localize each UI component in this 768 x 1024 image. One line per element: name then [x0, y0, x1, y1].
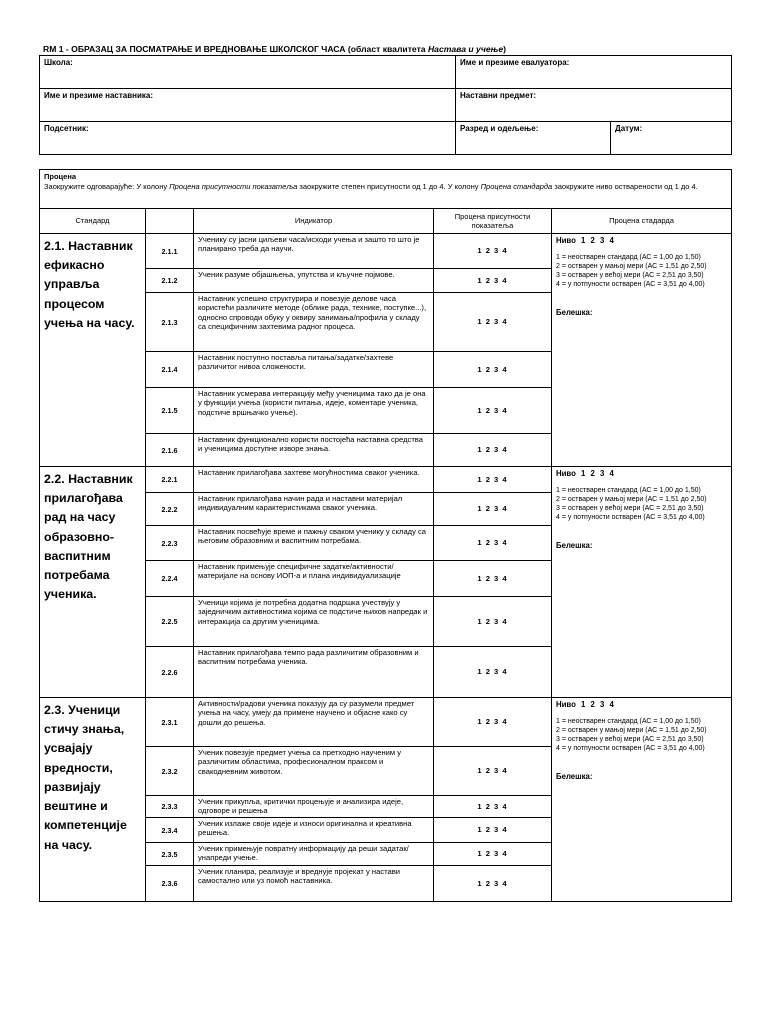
presence-scale[interactable]: 1 2 3 4 [434, 493, 552, 526]
standard-grade[interactable] [552, 698, 732, 902]
presence-scale[interactable]: 1 2 3 4 [434, 698, 552, 747]
title-area-italic: Настава и учење [427, 44, 504, 54]
instructions [40, 170, 732, 209]
header-table [39, 55, 732, 155]
indicator-text: Ученици којима је потребна додатна подршка учествују у заједничким активностима којима се подстиче њихов напредак и интеракција са другим ученицима. [194, 597, 434, 647]
presence-scale[interactable]: 1 2 3 4 [434, 234, 552, 269]
date-label: Датум: [615, 124, 643, 133]
grade-level-legend: 3 = остварен у већој мери (АС = 2,51 до 3,50) [556, 735, 704, 743]
note-label: Белешка: [556, 771, 593, 781]
standard-title: 2.2. Наставник прилагођава рад на часу образовно-васпитним потребама ученика. [40, 467, 146, 698]
presence-scale[interactable]: 1 2 3 4 [434, 747, 552, 796]
teacher-label: Име и презиме наставника: [44, 91, 154, 100]
grade-class-label: Разред и одељење: [460, 124, 539, 133]
presence-scale[interactable]: 1 2 3 4 [434, 647, 552, 698]
date-field[interactable] [611, 122, 732, 155]
indicator-code: 2.1.2 [146, 269, 194, 293]
indicator-code: 2.1.5 [146, 388, 194, 434]
presence-scale[interactable]: 1 2 3 4 [434, 269, 552, 293]
presence-scale[interactable]: 1 2 3 4 [434, 293, 552, 352]
reminder-field[interactable] [40, 122, 456, 155]
indicator-code: 2.1.3 [146, 293, 194, 352]
indicator-text: Наставник успешно структурира и повезује делове часа користећи различите методе (облике рада, технике, поступке...), односно спроводи обуку у оквиру занимања/профила у складу са специфичним захтевима радног процеса. [194, 293, 434, 352]
indicator-text: Наставник поступно поставља питања/задатке/захтеве различитог нивоа сложености. [194, 352, 434, 388]
instructions-italic: Процена присутности показатеља [169, 182, 298, 192]
col-header-indicator: Индикатор [194, 209, 434, 234]
grade-level-legend: 1 = неостварен стандард (АС = 1,00 до 1,50) [556, 253, 701, 261]
table-row [40, 234, 732, 269]
indicator-text: Ученику су јасни циљеви часа/исходи учења и зашто то што је планирано треба да научи. [194, 234, 434, 269]
note-label: Белешка: [556, 307, 593, 317]
presence-scale[interactable]: 1 2 3 4 [434, 843, 552, 866]
grade-level-legend: 4 = у потпуности остварен (АС = 3,51 до 4,00) [556, 744, 705, 752]
school-field[interactable] [40, 56, 456, 89]
subject-label: Наставни предмет: [460, 91, 537, 100]
presence-scale[interactable]: 1 2 3 4 [434, 818, 552, 843]
instructions-italic: Процена стандарда [480, 182, 553, 192]
instructions-text: заокружите степен присутности од 1 до 4. У колону [297, 182, 481, 192]
grade-class-field[interactable] [456, 122, 611, 155]
indicator-text: Активности/радови ученика показују да су разумели предмет учења на часу, умеју да примене научено и објасне како су дошли до решења. [194, 698, 434, 747]
indicator-code: 2.2.1 [146, 467, 194, 493]
indicator-code: 2.3.5 [146, 843, 194, 866]
col-header-code [146, 209, 194, 234]
page-title [43, 44, 506, 54]
presence-scale[interactable]: 1 2 3 4 [434, 434, 552, 467]
grade-level-legend: 2 = остварен у мањој мери (АС = 1,51 до 2,50) [556, 726, 707, 734]
indicator-code: 2.3.4 [146, 818, 194, 843]
grade-level-legend: 4 = у потпуности остварен (АС = 3,51 до 4,00) [556, 280, 705, 288]
indicator-code: 2.2.2 [146, 493, 194, 526]
instructions-text: Заокружите одговарајуће: У колону [44, 182, 170, 192]
indicator-code: 2.2.6 [146, 647, 194, 698]
standard-grade[interactable] [552, 467, 732, 698]
title-text: RM 1 - ОБРАЗАЦ ЗА ПОСМАТРАЊЕ И ВРЕДНОВАЊЕ ШКОЛСКОГ ЧАСА (област квалитета [43, 44, 428, 54]
grade-level-legend: 1 = неостварен стандард (АС = 1,00 до 1,50) [556, 486, 701, 494]
indicator-code: 2.1.4 [146, 352, 194, 388]
indicator-text: Наставник прилагођава начин рада и наставни материјал индивидуалним карактеристикама сваког ученика. [194, 493, 434, 526]
indicator-text: Ученик прикупља, критички процењује и анализира идеје, одговоре и решења [194, 796, 434, 818]
grade-level-legend: 1 = неостварен стандард (АС = 1,00 до 1,50) [556, 717, 701, 725]
indicator-text: Наставник прилагођава темпо рада различитим образовним и васпитним потребама ученика. [194, 647, 434, 698]
indicator-code: 2.2.3 [146, 526, 194, 561]
indicator-code: 2.2.4 [146, 561, 194, 597]
grade-level-legend: 3 = остварен у већој мери (АС = 2,51 до 3,50) [556, 504, 704, 512]
indicator-text: Ученик планира, реализује и вреднује пројекат у настави самостално или уз помоћ наставника. [194, 866, 434, 902]
evaluator-field[interactable] [456, 56, 732, 89]
presence-scale[interactable]: 1 2 3 4 [434, 561, 552, 597]
table-row [40, 698, 732, 747]
presence-scale[interactable]: 1 2 3 4 [434, 467, 552, 493]
standard-title: 2.3. Ученици стичу знања, усвајају вредности, развијају вештине и компетенције на часу. [40, 698, 146, 902]
indicator-code: 2.1.6 [146, 434, 194, 467]
note-label: Белешка: [556, 540, 593, 550]
presence-scale[interactable]: 1 2 3 4 [434, 796, 552, 818]
grade-level-legend: 2 = остварен у мањој мери (АС = 1,51 до 2,50) [556, 262, 707, 270]
indicator-text: Наставник усмерава интеракцију међу ученицима тако да је она у функцији учења (користи питања, идеје, коментаре ученика, подстиче вршњачко учење). [194, 388, 434, 434]
evaluator-label: Име и презиме евалуатора: [460, 58, 570, 67]
teacher-field[interactable] [40, 89, 456, 122]
presence-scale[interactable]: 1 2 3 4 [434, 597, 552, 647]
table-row [40, 467, 732, 493]
reminder-label: Подсетник: [44, 124, 89, 133]
indicator-text: Наставник функционално користи постојећа наставна средства и ученицима доступне изворе знања. [194, 434, 434, 467]
indicator-code: 2.1.1 [146, 234, 194, 269]
grade-level-legend: 4 = у потпуности остварен (АС = 3,51 до 4,00) [556, 513, 705, 521]
instructions-title: Процена [44, 172, 77, 181]
assessment-rows [40, 234, 732, 902]
grade-level-scale[interactable]: Ниво 1 2 3 4 [556, 236, 614, 245]
presence-scale[interactable]: 1 2 3 4 [434, 388, 552, 434]
indicator-text: Наставник примењује специфичне задатке/активности/материјале на основу ИОП-а и плана индивидуализације [194, 561, 434, 597]
instructions-text: заокружите ниво остварености од 1 до 4. [552, 182, 698, 192]
indicator-text: Ученик разуме објашњења, упутства и кључне појмове. [194, 269, 434, 293]
indicator-text: Ученик повезује предмет учења са претходно наученим у различитим областима, професионалном праксом и свакодневним животом. [194, 747, 434, 796]
title-suffix: ) [503, 44, 507, 54]
grade-level-scale[interactable]: Ниво 1 2 3 4 [556, 700, 614, 709]
grade-level-legend: 3 = остварен у већој мери (АС = 2,51 до 3,50) [556, 271, 704, 279]
indicator-text: Наставник посвећује време и пажњу сваком ученику у складу са његовим образовним и васпитним потребама. [194, 526, 434, 561]
indicator-text: Ученик примењује повратну информацију да реши задатак/унапреди учење. [194, 843, 434, 866]
col-header-presence: Процена присутности показатеља [434, 209, 552, 234]
indicator-text: Наставник прилагођава захтеве могућностима сваког ученика. [194, 467, 434, 493]
col-header-grade: Процена стадарда [552, 209, 732, 234]
indicator-code: 2.3.2 [146, 747, 194, 796]
grade-level-legend: 2 = остварен у мањој мери (АС = 1,51 до 2,50) [556, 495, 707, 503]
presence-scale[interactable]: 1 2 3 4 [434, 526, 552, 561]
indicator-code: 2.2.5 [146, 597, 194, 647]
subject-field[interactable] [456, 89, 732, 122]
col-header-standard: Стандард [40, 209, 146, 234]
standard-grade[interactable] [552, 234, 732, 467]
grade-level-scale[interactable]: Ниво 1 2 3 4 [556, 469, 614, 478]
indicator-code: 2.3.1 [146, 698, 194, 747]
standard-title: 2.1. Наставник ефикасно управља процесом учења на часу. [40, 234, 146, 467]
presence-scale[interactable]: 1 2 3 4 [434, 352, 552, 388]
indicator-text: Ученик излаже своје идеје и износи оригинална и креативна решења. [194, 818, 434, 843]
presence-scale[interactable]: 1 2 3 4 [434, 866, 552, 902]
assessment-table [39, 169, 732, 902]
school-label: Школа: [44, 58, 73, 67]
indicator-code: 2.3.6 [146, 866, 194, 902]
indicator-code: 2.3.3 [146, 796, 194, 818]
